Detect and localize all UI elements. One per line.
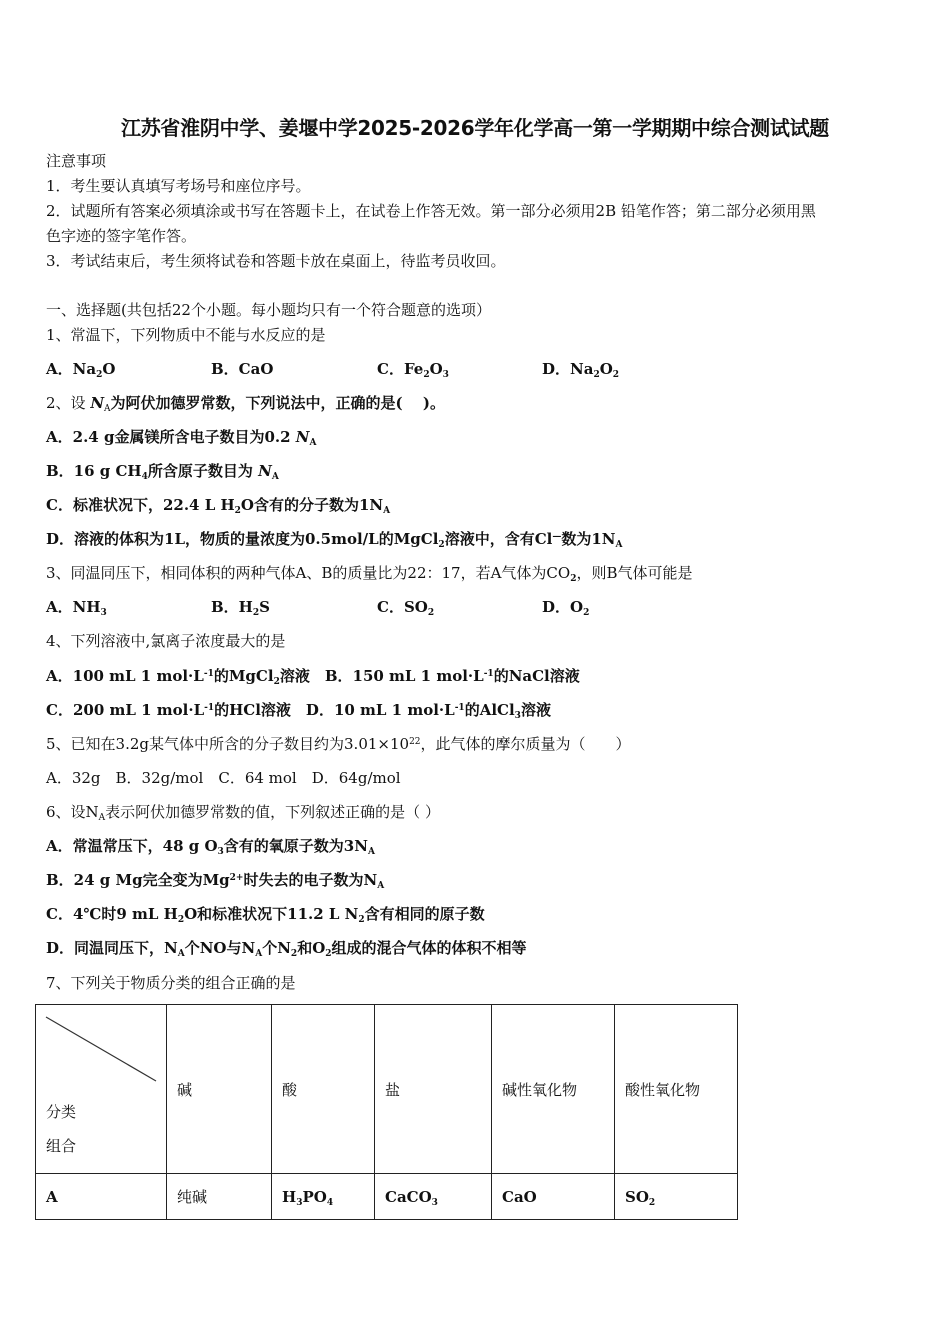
row-label: A bbox=[36, 1174, 167, 1220]
header-base: 碱 bbox=[167, 1005, 272, 1174]
q2-option-b: B．16 g $CH_4$所含原子数目为 $N_A$ bbox=[46, 462, 279, 482]
notice-heading: 注意事项 bbox=[46, 152, 107, 170]
q6-stem: 6、设$N_A$表示阿伏加德罗常数的值，下列叙述正确的是（ ） bbox=[46, 803, 440, 823]
q2-option-a: A．2.4 g金属镁所含电子数目为0.2 $N_A$ bbox=[46, 428, 317, 448]
q5-options: A．32g B．32g/mol C．64 mol D．64g/mol bbox=[46, 769, 401, 787]
q3-option-d: D．$O_2$ bbox=[542, 598, 590, 618]
page-title: 江苏省淮阴中学、姜堰中学2025-2026学年化学高一第一学期期中综合测试试题 bbox=[121, 116, 829, 140]
q4-stem: 4、下列溶液中,氯离子浓度最大的是 bbox=[46, 632, 286, 650]
table-header-row bbox=[36, 1005, 738, 1174]
diagonal-header-cell bbox=[36, 1005, 167, 1174]
q1-stem: 1、常温下，下列物质中不能与水反应的是 bbox=[46, 326, 326, 344]
notice-item-2b: 色字迹的签字笔作答。 bbox=[46, 227, 197, 245]
notice-item-2a: 2．试题所有答案必须填涂或书写在答题卡上，在试卷上作答无效。第一部分必须用2B 铅笔作答；第二部分必须用黑 bbox=[46, 202, 816, 220]
cell-base: 纯碱 bbox=[167, 1174, 272, 1220]
q3-option-b: B．$H_2S$ bbox=[211, 598, 270, 618]
cell-acid: $H_3PO_4$ bbox=[272, 1174, 375, 1220]
q7-stem: 7、下列关于物质分类的组合正确的是 bbox=[46, 974, 296, 992]
q6-option-a: A．常温常压下，48 g $O_3$含有的氧原子数为$3N_A$ bbox=[46, 837, 375, 857]
header-basic-oxide: 碱性氧化物 bbox=[492, 1005, 615, 1174]
q3-option-a: A．$NH_3$ bbox=[46, 598, 107, 618]
q6-option-c: C．4℃时9 mL $H_2O$和标准状况下11.2 L $N_2$含有相同的原子数 bbox=[46, 905, 485, 925]
q4-options-ab: A．100 mL 1 $mol\cdot L^{-1}$的MgCl$_2$溶液 B．150 mL 1 $mol\cdot L^{-1}$的NaCl溶液 bbox=[46, 667, 580, 687]
q6-option-d: D．同温同压下，$N_A$个NO与$N_A$个$N_2$和$O_2$组成的混合气体的体积不相等 bbox=[46, 939, 527, 959]
q2-option-c: C．标准状况下，22.4 L $H_2O$含有的分子数为$1N_A$ bbox=[46, 496, 391, 516]
q2-stem: 2、设 $N_A$为阿伏加德罗常数，下列说法中，正确的是( )。 bbox=[46, 394, 445, 414]
section-heading: 一、选择题(共包括22个小题。每小题均只有一个符合题意的选项） bbox=[46, 301, 491, 319]
header-acidic-oxide: 酸性氧化物 bbox=[615, 1005, 738, 1174]
header-salt: 盐 bbox=[375, 1005, 492, 1174]
q5-stem: 5、已知在3.2g某气体中所含的分子数目约为$3.01\times 10^{22}$，此气体的摩尔质量为（ ） bbox=[46, 735, 631, 753]
diag-label-group: 组合 bbox=[46, 1137, 77, 1155]
q1-option-c: C．$Fe_2O_3$ bbox=[377, 360, 449, 380]
table-row bbox=[36, 1174, 738, 1220]
q3-stem: 3、同温同压下，相同体积的两种气体A、B的质量比为22：17，若A气体为$CO_2$，则B气体可能是 bbox=[46, 564, 693, 584]
diag-label-category: 分类 bbox=[46, 1103, 77, 1121]
q4-options-cd: C．200 mL 1 $mol\cdot L^{-1}$的HCl溶液 D．10 mL 1 $mol\cdot L^{-1}$的AlCl$_3$溶液 bbox=[46, 701, 551, 721]
q6-option-b: B．24 g Mg完全变为$Mg^{2+}$时失去的电子数为$N_A$ bbox=[46, 871, 385, 891]
notice-item-3: 3．考试结束后，考生须将试卷和答题卡放在桌面上，待监考员收回。 bbox=[46, 252, 506, 270]
cell-acidic-oxide: $SO_2$ bbox=[615, 1174, 738, 1220]
notice-item-1: 1．考生要认真填写考场号和座位序号。 bbox=[46, 177, 311, 195]
cell-basic-oxide: CaO bbox=[492, 1174, 615, 1220]
header-acid: 酸 bbox=[272, 1005, 375, 1174]
q1-option-b: B．CaO bbox=[211, 360, 274, 378]
q1-option-a: A．$Na_2O$ bbox=[46, 360, 116, 380]
q1-option-d: D．$Na_2O_2$ bbox=[542, 360, 620, 380]
q3-option-c: C．$SO_2$ bbox=[377, 598, 435, 618]
q2-option-d: D．溶液的体积为1L，物质的量浓度为0.5mol/L的MgCl$_2$溶液中，含有Cl—数为$1N_A$ bbox=[46, 530, 623, 550]
classification-table bbox=[35, 1004, 738, 1220]
cell-salt: CaCO$_3$ bbox=[375, 1174, 492, 1220]
